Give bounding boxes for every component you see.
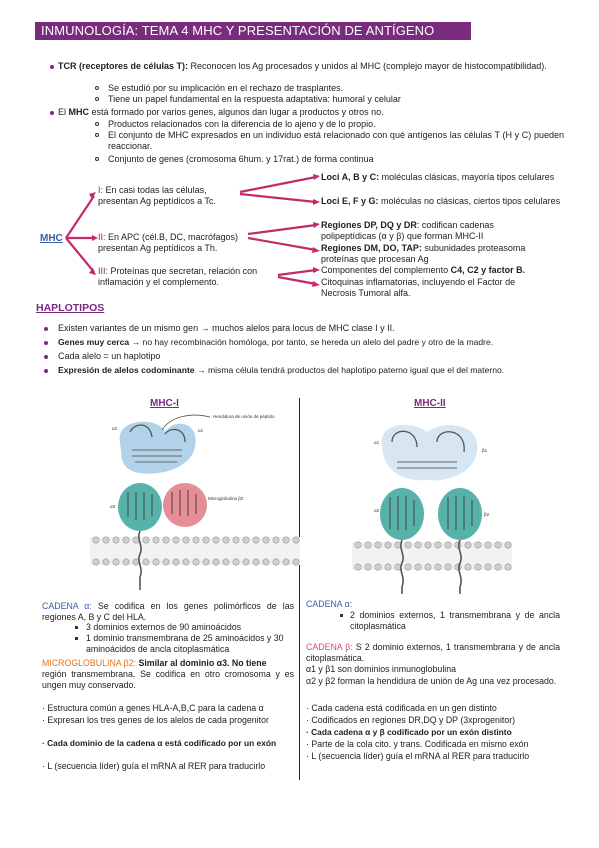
fig-label-a1: α1 <box>374 440 380 445</box>
mhc-i-microglobulina: MICROGLOBULINA β2: Similar al dominio α3. No tiene <box>42 658 267 668</box>
mhc-sub-2: El conjunto de MHC expresados en un individuo está relacionado con qué antígenos las células T (H y C) pueden reaccionar. <box>108 130 564 151</box>
haplotipo-item-1: Existen variantes de un mismo gen → muchos alelos para locus de MHC clase I y II. <box>58 323 395 333</box>
fig-label-a2: α2 <box>112 426 118 431</box>
bullet-dot <box>44 341 48 345</box>
mhc-paragraph: El MHC está formado por varios genes, algunos dan lugar a productos y otros no. <box>58 107 384 117</box>
class-i-text: I: En casi todas las células, presentan Ag peptídicos a Tc. <box>98 185 216 206</box>
bullet-dot <box>44 355 48 359</box>
mhc-ii-note-2: · Codificados en regiones DR,DQ y DP (3xprogenitor) <box>306 715 516 725</box>
mhc-ii-cadena-a-sub: 2 dominios externos, 1 transmembrana y de ancla citoplasmática <box>350 610 560 631</box>
mhc-ii-line-2: α2 y β2 forman la hendidura de unión de Ag una vez procesado. <box>306 676 557 686</box>
tcr-sub-2: Tiene un papel fundamental en la respuesta adaptativa: humoral y celular <box>108 94 401 104</box>
sub-bullet <box>340 614 343 617</box>
regiones-dm: Regiones DM, DO, TAP: subunidades proteasoma proteínas que procesan Ag <box>321 243 526 264</box>
regiones-dp: Regiones DP, DQ y DR: codifican cadenas polipeptídicas (α y β) que forman MHC-II <box>321 220 494 241</box>
haplotipo-item-4: Expresión de alelos codominante → misma célula tendrá productos del haplotipo paterno igual que el del materno. <box>58 365 505 375</box>
mhc-i-note-1: · Estructura común a genes HLA-A,B,C para la cadena α <box>42 703 264 713</box>
fig-label-microglobulina: Microglobulina β2 <box>208 496 244 501</box>
mhc-ii-note-5: · L (secuencia líder) guía el mRNA al RER para traducirlo <box>306 751 530 761</box>
bullet-dot <box>44 369 48 373</box>
mhc-ii-heading: MHC-II <box>414 398 446 409</box>
mhc-i-note-3: · Cada dominio de la cadena α está codificado por un exón <box>42 738 277 748</box>
fig-label-b2: β2 <box>484 512 490 517</box>
mhc-ii-note-1: · Cada cadena está codificada en un gen distinto <box>306 703 497 713</box>
haplotipo-item-2: Genes muy cerca → no hay recombinación homóloga, por tanto, se hereda un alelo del padre y otro de la madre. <box>58 337 494 347</box>
mhc-ii-note-3: · Cada cadena α y β codificado por un exón distinto <box>306 727 512 737</box>
tcr-paragraph: TCR (receptores de células T): Reconocen los Ag procesados y unidos al MHC (complejo mayor de histocompatibilidad). <box>58 61 547 71</box>
fig-label-a3: α3 <box>110 504 116 509</box>
mhc-ii-cadena-a: CADENA α: <box>306 599 353 609</box>
haplotipos-heading: HAPLOTIPOS <box>36 302 105 314</box>
fig-label-a1: α1 <box>198 428 204 433</box>
tcr-sub-1: Se estudió por su implicación en el rechazo de trasplantes. <box>108 83 344 93</box>
mhc-sub-1: Productos relacionados con la diferencia de lo ajeno y de lo propio. <box>108 119 376 129</box>
mhc-i-cadena-sub-1: 3 dominios externos de 90 aminoácidos <box>86 622 242 632</box>
mhc-i-cadena-sub-2: 1 dominio transmembrana de 25 aminoácidos y 30 aminoácidos de ancla citoplasmática <box>86 633 284 654</box>
mhc-i-figure <box>90 412 300 597</box>
fig-label-b1: β1 <box>482 448 488 453</box>
mhc-root-label: MHC <box>40 233 63 244</box>
mhc-ii-cadena-b: CADENA β: S 2 dominio externos, 1 transmembrana y de ancla citoplasmática. <box>306 642 560 663</box>
complemento: Componentes del complemento C4, C2 y factor B. <box>321 265 526 275</box>
mhc-i-cadena: CADENA α: Se codifica en los genes polimórficos de las regiones A, B y C del HLA. <box>42 601 294 622</box>
mhc-i-micro-text: región transmembrana. Se codifica en otro cromosoma y es ungen muy conservado. <box>42 669 294 690</box>
mhc-i-note-2: · Expresan los tres genes de los alelos de cada progenitor <box>42 715 269 725</box>
fig-label-a2: α2 <box>374 508 380 513</box>
class-iii-text: III: Proteínas que secretan, relación con inflamación y el complemento. <box>98 266 258 287</box>
mhc-ii-line-1: α1 y β1 son dominios inmunoglobulina <box>306 664 457 674</box>
loci-abc: Loci A, B y C: moléculas clásicas, mayoría tipos celulares <box>321 172 555 182</box>
bullet-dot <box>44 327 48 331</box>
sub-bullet <box>75 626 78 629</box>
page-title: INMUNOLOGÍA: TEMA 4 MHC Y PRESENTACIÓN DE ANTÍGENO <box>35 22 471 40</box>
mhc-ii-note-4: · Parte de la cola cito. y trans. Codificada en mismo exón <box>306 739 529 749</box>
mhc-i-note-4: · L (secuencia líder) guía el mRNA al RER para traducirlo <box>42 761 266 771</box>
sub-bullet <box>75 637 78 640</box>
haplotipo-item-3: Cada alelo = un haplotipo <box>58 351 161 361</box>
class-ii-text: II: En APC (cél.B, DC, macrófagos) presentan Ag peptídicos a Th. <box>98 232 239 253</box>
mhc-sub-3: Conjunto de genes (cromosoma 6hum. y 17rat.) de forma continua <box>108 154 374 164</box>
mhc-i-heading: MHC-I <box>150 398 179 409</box>
loci-efg: Loci E, F y G: moléculas no clásicas, ciertos tipos celulares <box>321 196 561 206</box>
citoquinas: Citoquinas inflamatorias, incluyendo el Factor de Necrosis Tumoral alfa. <box>321 277 516 298</box>
fig-label-hendidura: Hendidura de unión de péptido <box>213 414 275 419</box>
mhc-ii-figure <box>352 412 512 597</box>
